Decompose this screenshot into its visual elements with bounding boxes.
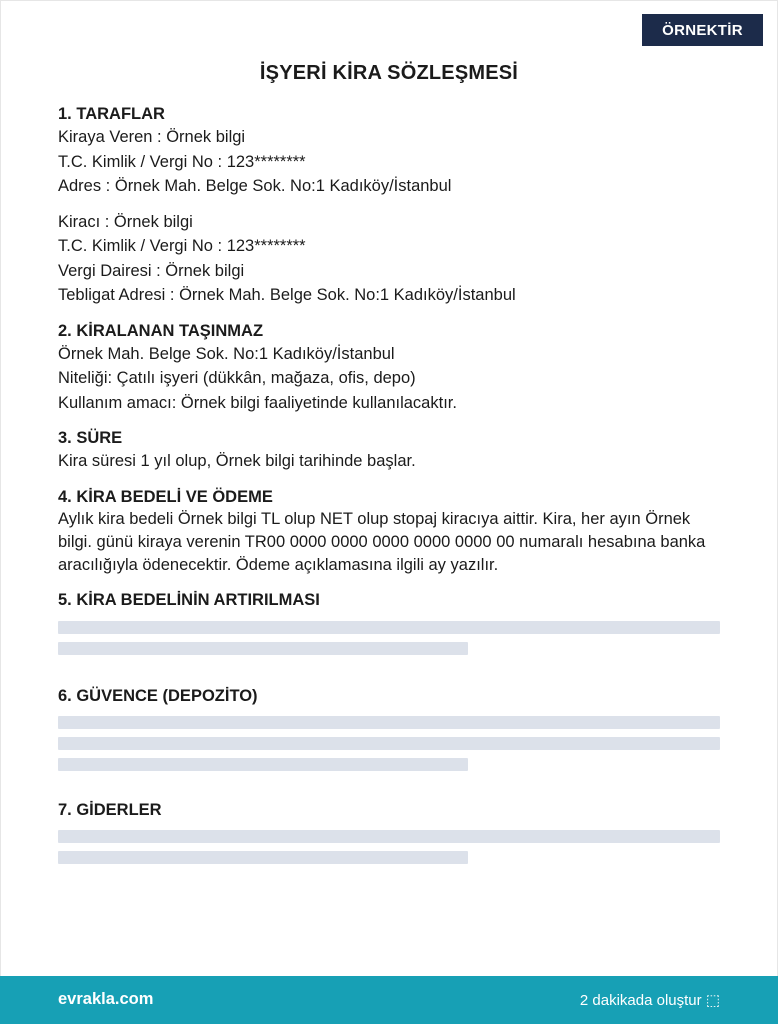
placeholder-text-bar <box>58 642 468 655</box>
placeholder-text-bar <box>58 851 468 864</box>
footer-banner[interactable] <box>0 976 778 1024</box>
landlord-address: Adres : Örnek Mah. Belge Sok. No:1 Kadıköy/İstanbul <box>58 177 452 195</box>
placeholder-text-bar <box>58 758 468 771</box>
landlord-name: Kiraya Veren : Örnek bilgi <box>58 128 246 146</box>
section-heading-payment: 4. KİRA BEDELİ VE ÖDEME <box>58 487 273 506</box>
property-address: Örnek Mah. Belge Sok. No:1 Kadıköy/İstanbul <box>58 344 395 363</box>
section-heading-duration: 3. SÜRE <box>58 429 123 447</box>
duration-text: Kira süresi 1 yıl olup, Örnek bilgi tarihinde başlar. <box>58 452 416 470</box>
tenant-name: Kiracı : Örnek bilgi <box>58 212 193 231</box>
document-body <box>58 103 728 864</box>
property-nature: Niteliği: Çatılı işyeri (dükkân, mağaza, ofis, depo) <box>58 369 416 387</box>
section-heading-expenses: 7. GİDERLER <box>58 800 162 819</box>
placeholder-text-bar <box>58 621 720 634</box>
tenant-id: T.C. Kimlik / Vergi No : 123******** <box>58 237 306 255</box>
brand-link[interactable]: evrakla.com <box>58 990 154 1008</box>
property-purpose: Kullanım amacı: Örnek bilgi faaliyetinde kullanılacaktır. <box>58 393 457 412</box>
document-title: İŞYERİ KİRA SÖZLEŞMESİ <box>259 62 519 84</box>
placeholder-text-bar <box>58 716 720 729</box>
section-heading-parties: 1. TARAFLAR <box>58 105 165 123</box>
section-heading-deposit: 6. GÜVENCE (DEPOZİTO) <box>58 686 258 705</box>
section-heading-rent-increase: 5. KİRA BEDELİNİN ARTIRILMASI <box>58 590 320 609</box>
payment-text: Aylık kira bedeli Örnek bilgi TL olup NET olup stopaj kiracıya aittir. Kira, her ayın Örnek bilgi. günü kiraya verenin TR00 0000 0000 0000 0000 0000 00 numaralı hesabına banka aracılığıyla ödenecektir. Ödeme açıklamasına ilgili ay yazılır. <box>58 509 706 574</box>
placeholder-text-bar <box>58 830 720 843</box>
tenant-tax-office: Vergi Dairesi : Örnek bilgi <box>58 261 245 280</box>
section-heading-property: 2. KİRALANAN TAŞINMAZ <box>58 321 264 340</box>
placeholder-text-bar <box>58 737 720 750</box>
landlord-id: T.C. Kimlik / Vergi No : 123******** <box>58 152 306 171</box>
create-cta-link[interactable]: 2 dakikada oluştur ⬚ <box>579 992 720 1009</box>
sample-badge: ÖRNEKTİR <box>642 14 763 46</box>
tenant-address: Tebligat Adresi : Örnek Mah. Belge Sok. No:1 Kadıköy/İstanbul <box>58 286 516 304</box>
